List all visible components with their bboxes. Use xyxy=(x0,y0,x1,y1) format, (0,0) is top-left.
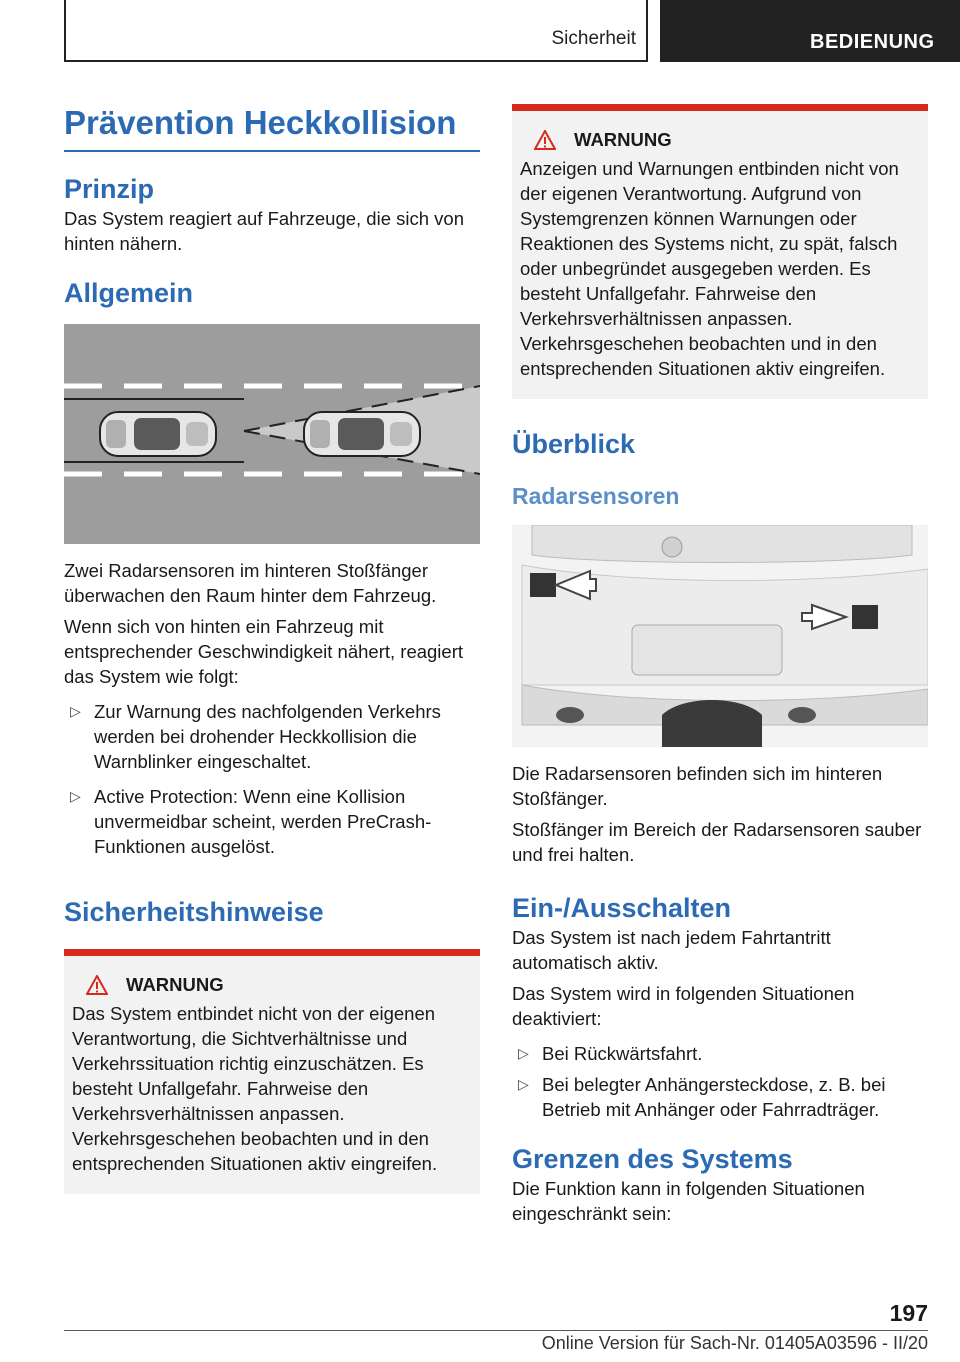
warning-text: Anzeigen und Warnungen entbinden nicht von der eigenen Verantwortung. Aufgrund von Systemgrenzen können Warnungen oder Reaktionen des Systems nicht, zu spät, falsch oder unbegründet ausgegeben werden. Es besteht Unfallgefahr. Fahrweise den Verkehrsverhältnissen anpassen. Verkehrsgeschehen beobachten und in den entsprechenden Situationen aktiv eingreifen. xyxy=(520,158,899,379)
running-header-chapter-tab xyxy=(660,0,960,62)
footer-rule xyxy=(64,1330,928,1331)
rear-bumper-svg xyxy=(512,525,928,747)
footer-online-version: Online Version für Sach-Nr. 01405A03596 - II/20 xyxy=(541,1333,928,1353)
following-car-icon xyxy=(304,412,420,456)
list-item: ▷ Active Protection: Wenn eine Kollision unvermeidbar scheint, werden PreCrash-Funktionen ausgelöst. xyxy=(70,786,432,857)
right-radar-sensor-marker xyxy=(852,605,878,629)
left-column xyxy=(64,100,480,1194)
warning-header xyxy=(534,127,920,152)
warning-box xyxy=(64,949,480,1194)
rear-bumper-sensor-illustration xyxy=(512,525,928,747)
radar-coverage-illustration xyxy=(64,324,480,544)
list-item: ▷ Zur Warnung des nachfolgenden Verkehrs werden bei drohender Heckkollision die Warnblinker eingeschaltet. xyxy=(70,701,441,772)
list-item: ▷ Bei Rückwärtsfahrt. xyxy=(518,1043,703,1064)
radar-paragraph-1: Die Radarsensoren befinden sich im hinteren Stoßfänger. xyxy=(512,763,883,809)
heading-ueberblick: Überblick xyxy=(512,429,636,459)
allgemein-paragraph-2: Wenn sich von hinten ein Fahrzeug mit entsprechender Geschwindigkeit nähert, reagiert das System wie folgt: xyxy=(64,616,464,687)
running-header-section-box xyxy=(64,0,648,62)
heading-grenzen: Grenzen des Systems xyxy=(512,1144,793,1174)
ego-car-icon xyxy=(100,412,216,456)
warning-triangle-icon xyxy=(86,975,108,995)
prinzip-text: Das System reagiert auf Fahrzeuge, die sich von hinten nähern. xyxy=(64,208,464,254)
page-title: Prävention Heckkollision xyxy=(64,100,480,152)
list-item: ▷ Bei belegter Anhängersteckdose, z. B. bei Betrieb mit Anhänger oder Fahrradträger. xyxy=(518,1074,886,1120)
grenzen-text: Die Funktion kann in folgenden Situationen eingeschränkt sein: xyxy=(512,1178,865,1224)
warning-text: Das System entbindet nicht von der eigenen Verantwortung, die Sichtverhältnisse und Verkehrssituation richtig einzuschätzen. Es besteht Unfallgefahr. Fahrweise den Verkehrsverhältnissen anpassen. Verkehrsgeschehen beobachten und in den entsprechenden Situationen aktiv eingreifen. xyxy=(72,1003,438,1174)
warning-box xyxy=(512,104,928,399)
radar-paragraph-2: Stoßfänger im Bereich der Radarsensoren sauber und frei halten. xyxy=(512,819,922,865)
left-radar-sensor-marker xyxy=(530,573,556,597)
ein-paragraph-1: Das System ist nach jedem Fahrtantritt automatisch aktiv. xyxy=(512,927,831,973)
warning-triangle-icon xyxy=(534,130,556,150)
heading-sicherheitshinweise: Sicherheitshinweise xyxy=(64,897,324,927)
heading-ein-ausschalten: Ein-/Ausschalten xyxy=(512,893,732,923)
heading-radarsensoren: Radarsensoren xyxy=(512,483,680,509)
bullet-triangle-icon: ▷ xyxy=(70,703,81,719)
right-column xyxy=(512,104,928,1226)
warning-title: WARNUNG xyxy=(574,129,672,150)
bullet-triangle-icon: ▷ xyxy=(518,1076,529,1092)
bullet-triangle-icon: ▷ xyxy=(518,1045,529,1061)
running-header-section: Sicherheit xyxy=(551,28,636,49)
warning-title: WARNUNG xyxy=(126,974,224,995)
warning-header xyxy=(86,972,472,997)
running-header-chapter: BEDIENUNG xyxy=(810,31,935,53)
radar-coverage-svg xyxy=(64,324,480,544)
heading-allgemein: Allgemein xyxy=(64,278,194,308)
ein-paragraph-2: Das System wird in folgenden Situationen deaktiviert: xyxy=(512,983,855,1029)
heading-prinzip: Prinzip xyxy=(64,174,155,204)
allgemein-paragraph-1: Zwei Radarsensoren im hinteren Stoßfänger überwachen den Raum hinter dem Fahrzeug. xyxy=(64,560,437,606)
bullet-triangle-icon: ▷ xyxy=(70,788,81,804)
page-number: 197 xyxy=(889,1300,928,1326)
